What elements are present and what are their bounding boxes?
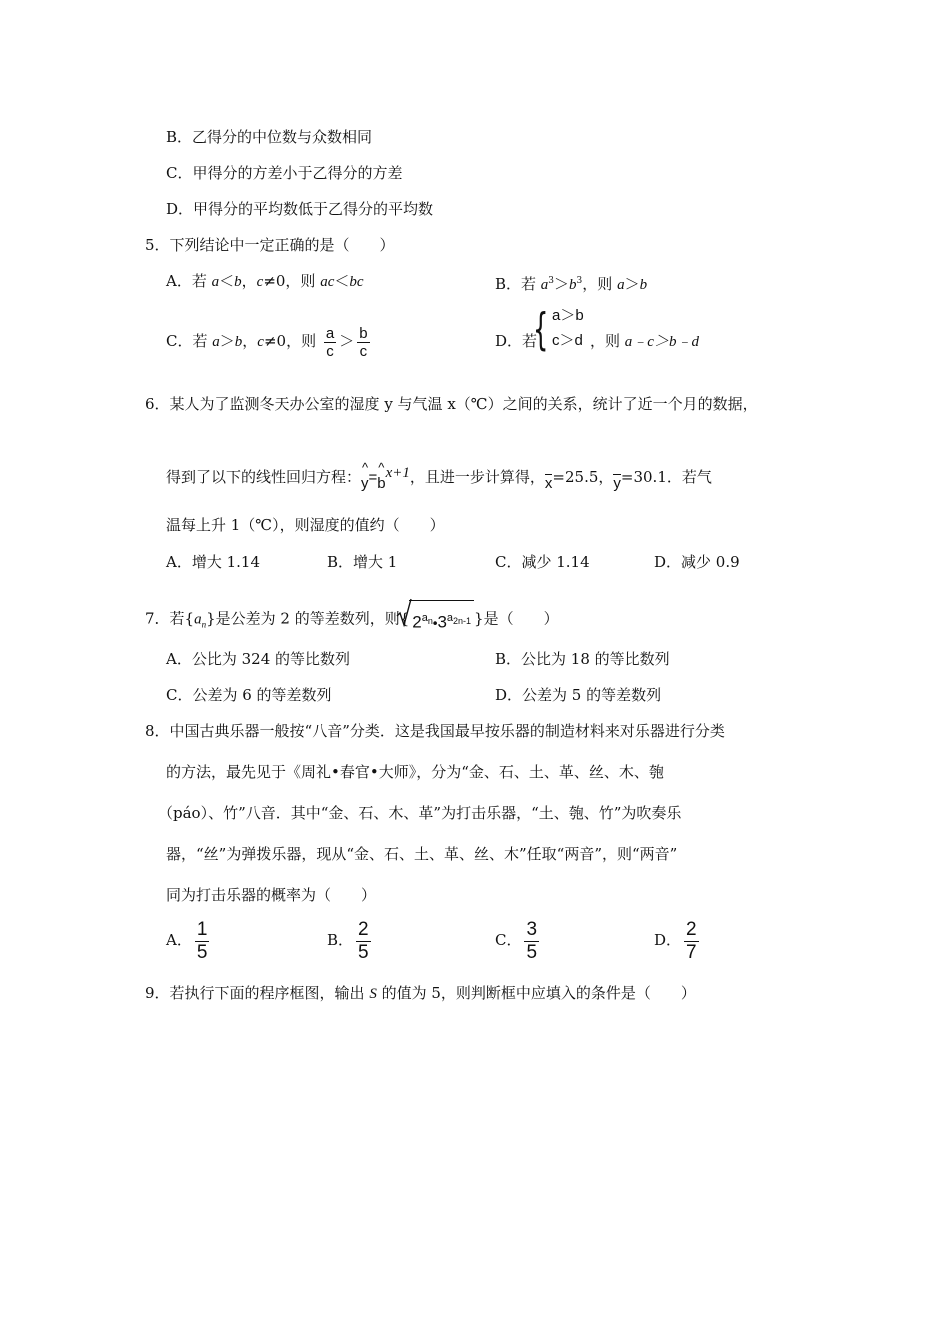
q8-line3: （páo）、竹”八音．其中“金、石、木、革”为打击乐器，“土、匏、竹”为吹奏乐 [158,804,682,822]
q9-stem: 9．若执行下面的程序框图，输出 S 的值为 5，则判断框中应填入的条件是（ ） [145,984,696,1002]
x-bar: x [544,475,553,492]
fraction-b-over-c: $\frac{b}{c}$ [359,324,368,360]
q8-line1: 8．中国古典乐器一般按“八音”分类．这是我国最早按乐器的制造材料来对乐器进行分类 [145,722,725,740]
q5-option-d-result: ，则 a﹣c＞b﹣d [590,332,699,350]
left-brace: { [533,304,549,355]
q5-option-a: A．若 a＜b，c≠0，则 ac＜bc [166,272,364,290]
q8-line2: 的方法，最先见于《周礼•春官•大师》，分为“金、石、土、革、丝、木、匏 [166,763,664,781]
q5-option-b: B．若 $a^3>b^3$，则 a＞b [495,275,648,293]
q8-option-b: B． $\frac{2}{5}$ [327,918,369,963]
q6-line1: 6．某人为了监测冬天办公室的湿度 y 与气温 x（℃）之间的关系，统计了近一个月的数据， [145,395,758,413]
q7-option-b: B．公比为 18 的等比数列 [495,650,670,668]
q6-option-d: D．减少 0.9 [654,553,740,571]
square-root: $2^{a_n}•3^{a_{2n-1}}$ [409,600,474,639]
q8-line5: 同为打击乐器的概率为（ ） [166,886,377,904]
q5-option-d-label: D．若 [495,332,538,350]
q8-line4: 器，“丝”为弹拨乐器，现从“金、石、土、革、丝、木”任取“两音”，则“两音” [166,845,678,863]
y-hat: ^ y [361,471,369,497]
b-hat: ^ b [377,471,385,497]
fraction-a-over-c: $\frac{a}{c}$ [325,324,335,360]
q6-option-a: A．增大 1.14 [166,553,260,571]
q6-line3: 温每上升 1（℃），则湿度的值约（ ） [166,516,445,534]
q5-system-line1: a＞b [552,307,584,324]
q5-stem: 5．下列结论中一定正确的是（ ） [145,236,395,254]
q5-system-line2: c＞d [552,332,583,349]
q4-option-b: B．乙得分的中位数与众数相同 [166,128,373,146]
q6-option-b: B．增大 1 [327,553,398,571]
q4-option-d: D．甲得分的平均数低于乙得分的平均数 [166,200,434,218]
q4-option-c: C．甲得分的方差小于乙得分的方差 [166,164,403,182]
radical-sign-icon [396,598,412,628]
y-bar: y [613,475,621,492]
q8-option-c: C． $\frac{3}{5}$ [495,918,538,963]
q7-option-c: C．公差为 6 的等差数列 [166,686,332,704]
q5-option-c: C．若 a＞b，c≠0，则 $\frac{a}{c}$ ＞ $\frac{b}{c}$ [166,324,368,360]
q7-stem: 7．若$\{a_n\}$是公差为 2 的等差数列，则{ $2^{a_n}•3^{a_{2n-1}}$ }是（ ） [145,600,559,639]
q6-line2: 得到了以下的线性回归方程：^ y=^ bx+1，且进一步计算得，x=25.5，y=30.1．若气 [166,464,712,491]
q8-option-a: A． $\frac{1}{5}$ [166,918,208,963]
q8-option-d: D． $\frac{2}{7}$ [654,918,697,963]
q7-option-d: D．公差为 5 的等差数列 [495,686,662,704]
q6-option-c: C．减少 1.14 [495,553,590,571]
q7-option-a: A．公比为 324 的等比数列 [166,650,350,668]
